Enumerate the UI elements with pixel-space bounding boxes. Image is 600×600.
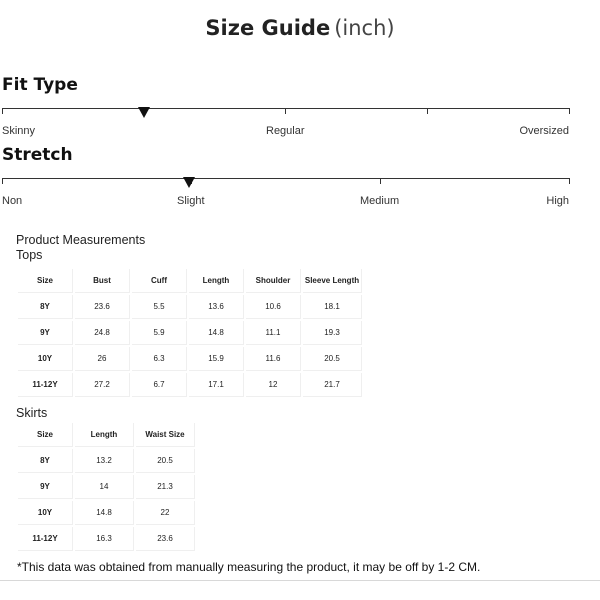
table-cell: 20.5: [303, 347, 362, 371]
table-row: [18, 527, 195, 551]
table-cell: 16.3: [75, 527, 134, 551]
table-cell: 12: [246, 373, 301, 397]
stretch-tick: [569, 178, 570, 184]
page-title: [0, 14, 600, 43]
table-row: [18, 321, 362, 345]
table-cell: 14.8: [75, 501, 134, 525]
tops-col-shoulder: Shoulder: [246, 269, 301, 293]
tops-col-length: Length: [189, 269, 244, 293]
tops-table: [16, 267, 364, 399]
table-cell: 13.6: [189, 295, 244, 319]
table-cell: 17.1: [189, 373, 244, 397]
table-cell: 11.1: [246, 321, 301, 345]
stretch-track: [2, 178, 570, 179]
table-cell: 15.9: [189, 347, 244, 371]
skirts-col-length: Length: [75, 423, 134, 447]
table-cell: 21.7: [303, 373, 362, 397]
table-cell: 10.6: [246, 295, 301, 319]
fit-type-label-regular: Regular: [266, 125, 305, 137]
table-cell: 10Y: [18, 347, 73, 371]
stretch-label-slight: Slight: [177, 195, 205, 207]
table-cell: 10Y: [18, 501, 73, 525]
tops-col-sleeve-length: Sleeve Length: [303, 269, 362, 293]
tops-col-bust: Bust: [75, 269, 130, 293]
fit-type-label-skinny: Skinny: [2, 125, 36, 137]
table-cell: 23.6: [75, 295, 130, 319]
table-cell: 11.6: [246, 347, 301, 371]
stretch-label-non: Non: [2, 195, 23, 207]
tops-header-row: [18, 269, 362, 293]
stretch-marker: [183, 177, 195, 188]
table-row: [18, 501, 195, 525]
table-row: [18, 347, 362, 371]
divider: [0, 580, 600, 581]
title-text: Size Guide: [205, 16, 331, 40]
table-cell: 21.3: [136, 475, 195, 499]
stretch-heading: Stretch: [2, 145, 73, 165]
table-row: [18, 475, 195, 499]
table-cell: 14.8: [189, 321, 244, 345]
fit-type-tick: [427, 108, 428, 114]
table-cell: 26: [75, 347, 130, 371]
table-cell: 5.9: [132, 321, 187, 345]
stretch-tick: [2, 178, 3, 184]
table-row: [18, 373, 362, 397]
table-cell: 14: [75, 475, 134, 499]
table-cell: 8Y: [18, 295, 73, 319]
fit-type-tick: [569, 108, 570, 114]
table-cell: 23.6: [136, 527, 195, 551]
table-cell: 11-12Y: [18, 373, 73, 397]
table-cell: 27.2: [75, 373, 130, 397]
fit-type-marker: [138, 107, 150, 118]
stretch-tick: [380, 178, 381, 184]
table-cell: 6.7: [132, 373, 187, 397]
skirts-label: Skirts: [16, 406, 48, 420]
stretch-label-high: High: [546, 195, 569, 207]
tops-col-size: Size: [18, 269, 73, 293]
fit-type-tick: [2, 108, 3, 114]
table-cell: 11-12Y: [18, 527, 73, 551]
table-row: [18, 449, 195, 473]
measurements-title: Product Measurements: [16, 233, 146, 247]
title-unit: (inch): [334, 16, 395, 40]
fit-type-scale: [2, 108, 570, 118]
skirts-header-row: [18, 423, 195, 447]
table-cell: 19.3: [303, 321, 362, 345]
skirts-col-waist-size: Waist Size: [136, 423, 195, 447]
table-cell: 18.1: [303, 295, 362, 319]
table-cell: 20.5: [136, 449, 195, 473]
fit-type-track: [2, 108, 570, 109]
stretch-scale: [2, 178, 570, 188]
table-cell: 9Y: [18, 321, 73, 345]
fit-type-tick: [285, 108, 286, 114]
table-cell: 9Y: [18, 475, 73, 499]
table-row: [18, 295, 362, 319]
skirts-col-size: Size: [18, 423, 73, 447]
table-cell: 6.3: [132, 347, 187, 371]
skirts-table: [16, 421, 197, 553]
table-cell: 8Y: [18, 449, 73, 473]
fit-type-heading: Fit Type: [2, 75, 78, 95]
fit-type-label-oversized: Oversized: [519, 125, 569, 137]
table-cell: 22: [136, 501, 195, 525]
measurement-note: *This data was obtained from manually measuring the product, it may be off by 1-2 CM.: [17, 560, 481, 574]
table-cell: 24.8: [75, 321, 130, 345]
stretch-label-medium: Medium: [360, 195, 400, 207]
tops-label: Tops: [16, 248, 43, 262]
table-cell: 13.2: [75, 449, 134, 473]
table-cell: 5.5: [132, 295, 187, 319]
tops-col-cuff: Cuff: [132, 269, 187, 293]
